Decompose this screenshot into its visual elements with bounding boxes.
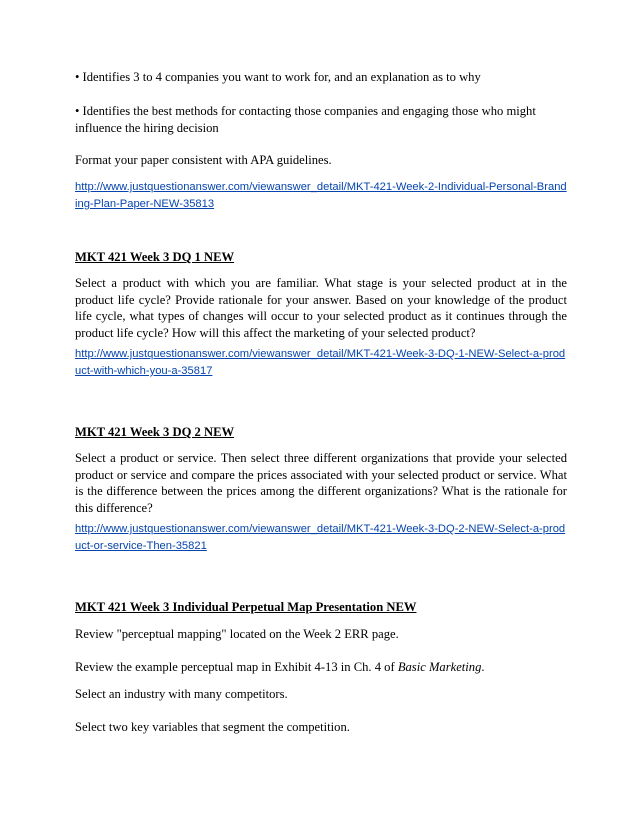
heading-perpetual-map: MKT 421 Week 3 Individual Perpetual Map Presentation NEW — [75, 600, 417, 614]
bullet-companies: • Identifies 3 to 4 companies you want to work for, and an explanation as to why — [75, 70, 481, 84]
book-title: Basic Marketing — [397, 660, 482, 674]
map-line-review-example-text: Review the example perceptual map in Exhibit 4-13 in Ch. 4 of — [75, 660, 398, 674]
body-dq2: Select a product or service. Then select three different organizations that provide your selected product or service and compare the prices associated with your selected product or service. What is the difference between the prices among the different organizations? What is the rationale for this difference? — [75, 451, 567, 515]
heading-dq2: MKT 421 Week 3 DQ 2 NEW — [75, 425, 235, 439]
bullet-contact-methods: • Identifies the best methods for contacting those companies and engaging those who might influence the hiring decision — [75, 104, 536, 135]
link-dq2[interactable]: http://www.justquestionanswer.com/viewanswer_detail/MKT-421-Week-3-DQ-2-NEW-Select-a-product-or-service-Then-35821 — [75, 523, 566, 552]
body-dq1: Select a product with which you are familiar. What stage is your selected product at in the product life cycle? Provide rationale for your answer. Based on your knowledge of the product life cycle, what types of changes will occur to your selected product as it continues through the product life cycle? How will this affect the marketing of your selected product? — [75, 276, 567, 340]
link-personal-branding-plan[interactable]: http://www.justquestionanswer.com/viewanswer_detail/MKT-421-Week-2-Individual-Personal-Branding-Plan-Paper-NEW-35813 — [75, 181, 567, 210]
map-line-select-industry: Select an industry with many competitors. — [75, 687, 288, 701]
map-line-review-mapping: Review "perceptual mapping" located on the Week 2 ERR page. — [75, 627, 399, 641]
format-note: Format your paper consistent with APA guidelines. — [75, 153, 332, 167]
link-dq1[interactable]: http://www.justquestionanswer.com/viewanswer_detail/MKT-421-Week-3-DQ-1-NEW-Select-a-product-with-which-you-a-35817 — [75, 348, 566, 377]
map-line-review-example-end: . — [481, 660, 485, 674]
map-line-review-example — [75, 659, 567, 676]
heading-dq1: MKT 421 Week 3 DQ 1 NEW — [75, 250, 235, 264]
map-line-select-variables: Select two key variables that segment the competition. — [75, 720, 350, 734]
